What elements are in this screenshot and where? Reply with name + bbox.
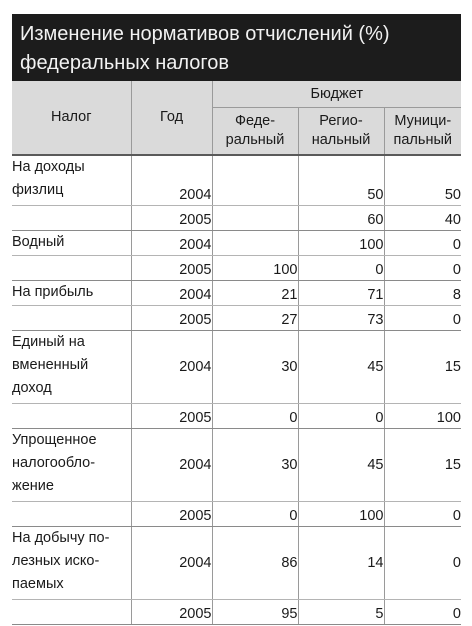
regional-cell: 73 — [298, 306, 384, 331]
header-municipal — [384, 108, 461, 156]
table-row — [12, 231, 461, 256]
year-cell: 2004 — [131, 527, 212, 600]
tax-name — [12, 281, 131, 306]
federal-cell: 100 — [212, 256, 298, 281]
tax-name-line: Упрощенное — [12, 432, 97, 448]
regional-cell: 100 — [298, 231, 384, 256]
regional-cell: 71 — [298, 281, 384, 306]
table-row — [12, 527, 461, 600]
header-federal — [212, 108, 298, 156]
table-row — [12, 281, 461, 306]
tax-name — [12, 429, 131, 502]
table-row — [12, 502, 461, 527]
municipal-cell: 50 — [384, 155, 461, 206]
header-year: Год — [131, 81, 212, 155]
federal-cell — [212, 155, 298, 206]
year-cell: 2005 — [131, 256, 212, 281]
header-municipal-line-2: пальный — [393, 132, 452, 148]
header-budget: Бюджет — [212, 81, 461, 108]
federal-cell: 95 — [212, 600, 298, 625]
tax-name — [12, 404, 131, 429]
year-cell: 2005 — [131, 404, 212, 429]
municipal-cell: 0 — [384, 502, 461, 527]
tax-name-line: На добычу по- — [12, 530, 110, 546]
year-cell: 2004 — [131, 429, 212, 502]
year-cell: 2004 — [131, 331, 212, 404]
regional-cell: 5 — [298, 600, 384, 625]
table-row — [12, 306, 461, 331]
federal-cell: 27 — [212, 306, 298, 331]
year-cell: 2004 — [131, 281, 212, 306]
header-municipal-line-1: Муници- — [394, 113, 452, 129]
year-cell: 2005 — [131, 502, 212, 527]
tax-name — [12, 256, 131, 281]
municipal-cell: 40 — [384, 206, 461, 231]
header-federal-line-1: Феде- — [234, 113, 276, 129]
tax-name — [12, 600, 131, 625]
title-line-1: Изменение нормативов отчислений (%) — [20, 23, 390, 45]
federal-cell: 0 — [212, 502, 298, 527]
tax-name-line: жение — [12, 478, 54, 494]
federal-cell: 86 — [212, 527, 298, 600]
header-regional — [298, 108, 384, 156]
federal-cell — [212, 206, 298, 231]
year-cell: 2005 — [131, 600, 212, 625]
tax-name-line: На доходы — [12, 159, 85, 175]
table-row — [12, 331, 461, 404]
table-row — [12, 155, 461, 206]
regional-cell: 14 — [298, 527, 384, 600]
tax-name-line: лезных иско- — [12, 553, 100, 569]
header-regional-line-1: Регио- — [319, 113, 363, 129]
table-row — [12, 404, 461, 429]
municipal-cell: 0 — [384, 256, 461, 281]
table-title — [12, 14, 461, 81]
regional-cell: 60 — [298, 206, 384, 231]
regional-cell: 45 — [298, 429, 384, 502]
tax-name-line: Единый на — [12, 334, 85, 350]
table-row — [12, 600, 461, 625]
header-regional-line-2: нальный — [311, 132, 371, 148]
year-cell: 2005 — [131, 206, 212, 231]
municipal-cell: 15 — [384, 331, 461, 404]
table-row — [12, 206, 461, 231]
tax-name — [12, 306, 131, 331]
regional-cell: 0 — [298, 256, 384, 281]
tax-name-line: налогообло- — [12, 455, 96, 471]
municipal-cell: 15 — [384, 429, 461, 502]
tax-name-line: паемых — [12, 576, 64, 592]
tax-name-line: Водный — [12, 234, 65, 250]
federal-cell: 30 — [212, 331, 298, 404]
title-line-2: федеральных налогов — [20, 52, 230, 74]
tax-name-line: доход — [12, 380, 52, 396]
header-tax: Налог — [12, 81, 131, 155]
table-row — [12, 429, 461, 502]
federal-cell: 21 — [212, 281, 298, 306]
tax-name-line: вмененный — [12, 357, 89, 373]
tax-name — [12, 502, 131, 527]
tax-name — [12, 331, 131, 404]
municipal-cell: 100 — [384, 404, 461, 429]
regional-cell: 45 — [298, 331, 384, 404]
municipal-cell: 0 — [384, 306, 461, 331]
federal-cell: 30 — [212, 429, 298, 502]
federal-cell: 0 — [212, 404, 298, 429]
federal-cell — [212, 231, 298, 256]
header-federal-line-2: ральный — [225, 132, 285, 148]
table-body — [12, 155, 461, 625]
deductions-table — [12, 81, 461, 625]
regional-cell: 0 — [298, 404, 384, 429]
municipal-cell: 8 — [384, 281, 461, 306]
regional-cell: 50 — [298, 155, 384, 206]
tax-name — [12, 155, 131, 206]
year-cell: 2004 — [131, 155, 212, 206]
tax-name — [12, 206, 131, 231]
year-cell: 2005 — [131, 306, 212, 331]
municipal-cell: 0 — [384, 231, 461, 256]
tax-name-line: На прибыль — [12, 284, 94, 300]
table-header — [12, 81, 461, 155]
regional-cell: 100 — [298, 502, 384, 527]
tax-name — [12, 527, 131, 600]
table-row — [12, 256, 461, 281]
tax-name-line: физлиц — [12, 182, 64, 198]
year-cell: 2004 — [131, 231, 212, 256]
municipal-cell: 0 — [384, 527, 461, 600]
tax-name — [12, 231, 131, 256]
municipal-cell: 0 — [384, 600, 461, 625]
